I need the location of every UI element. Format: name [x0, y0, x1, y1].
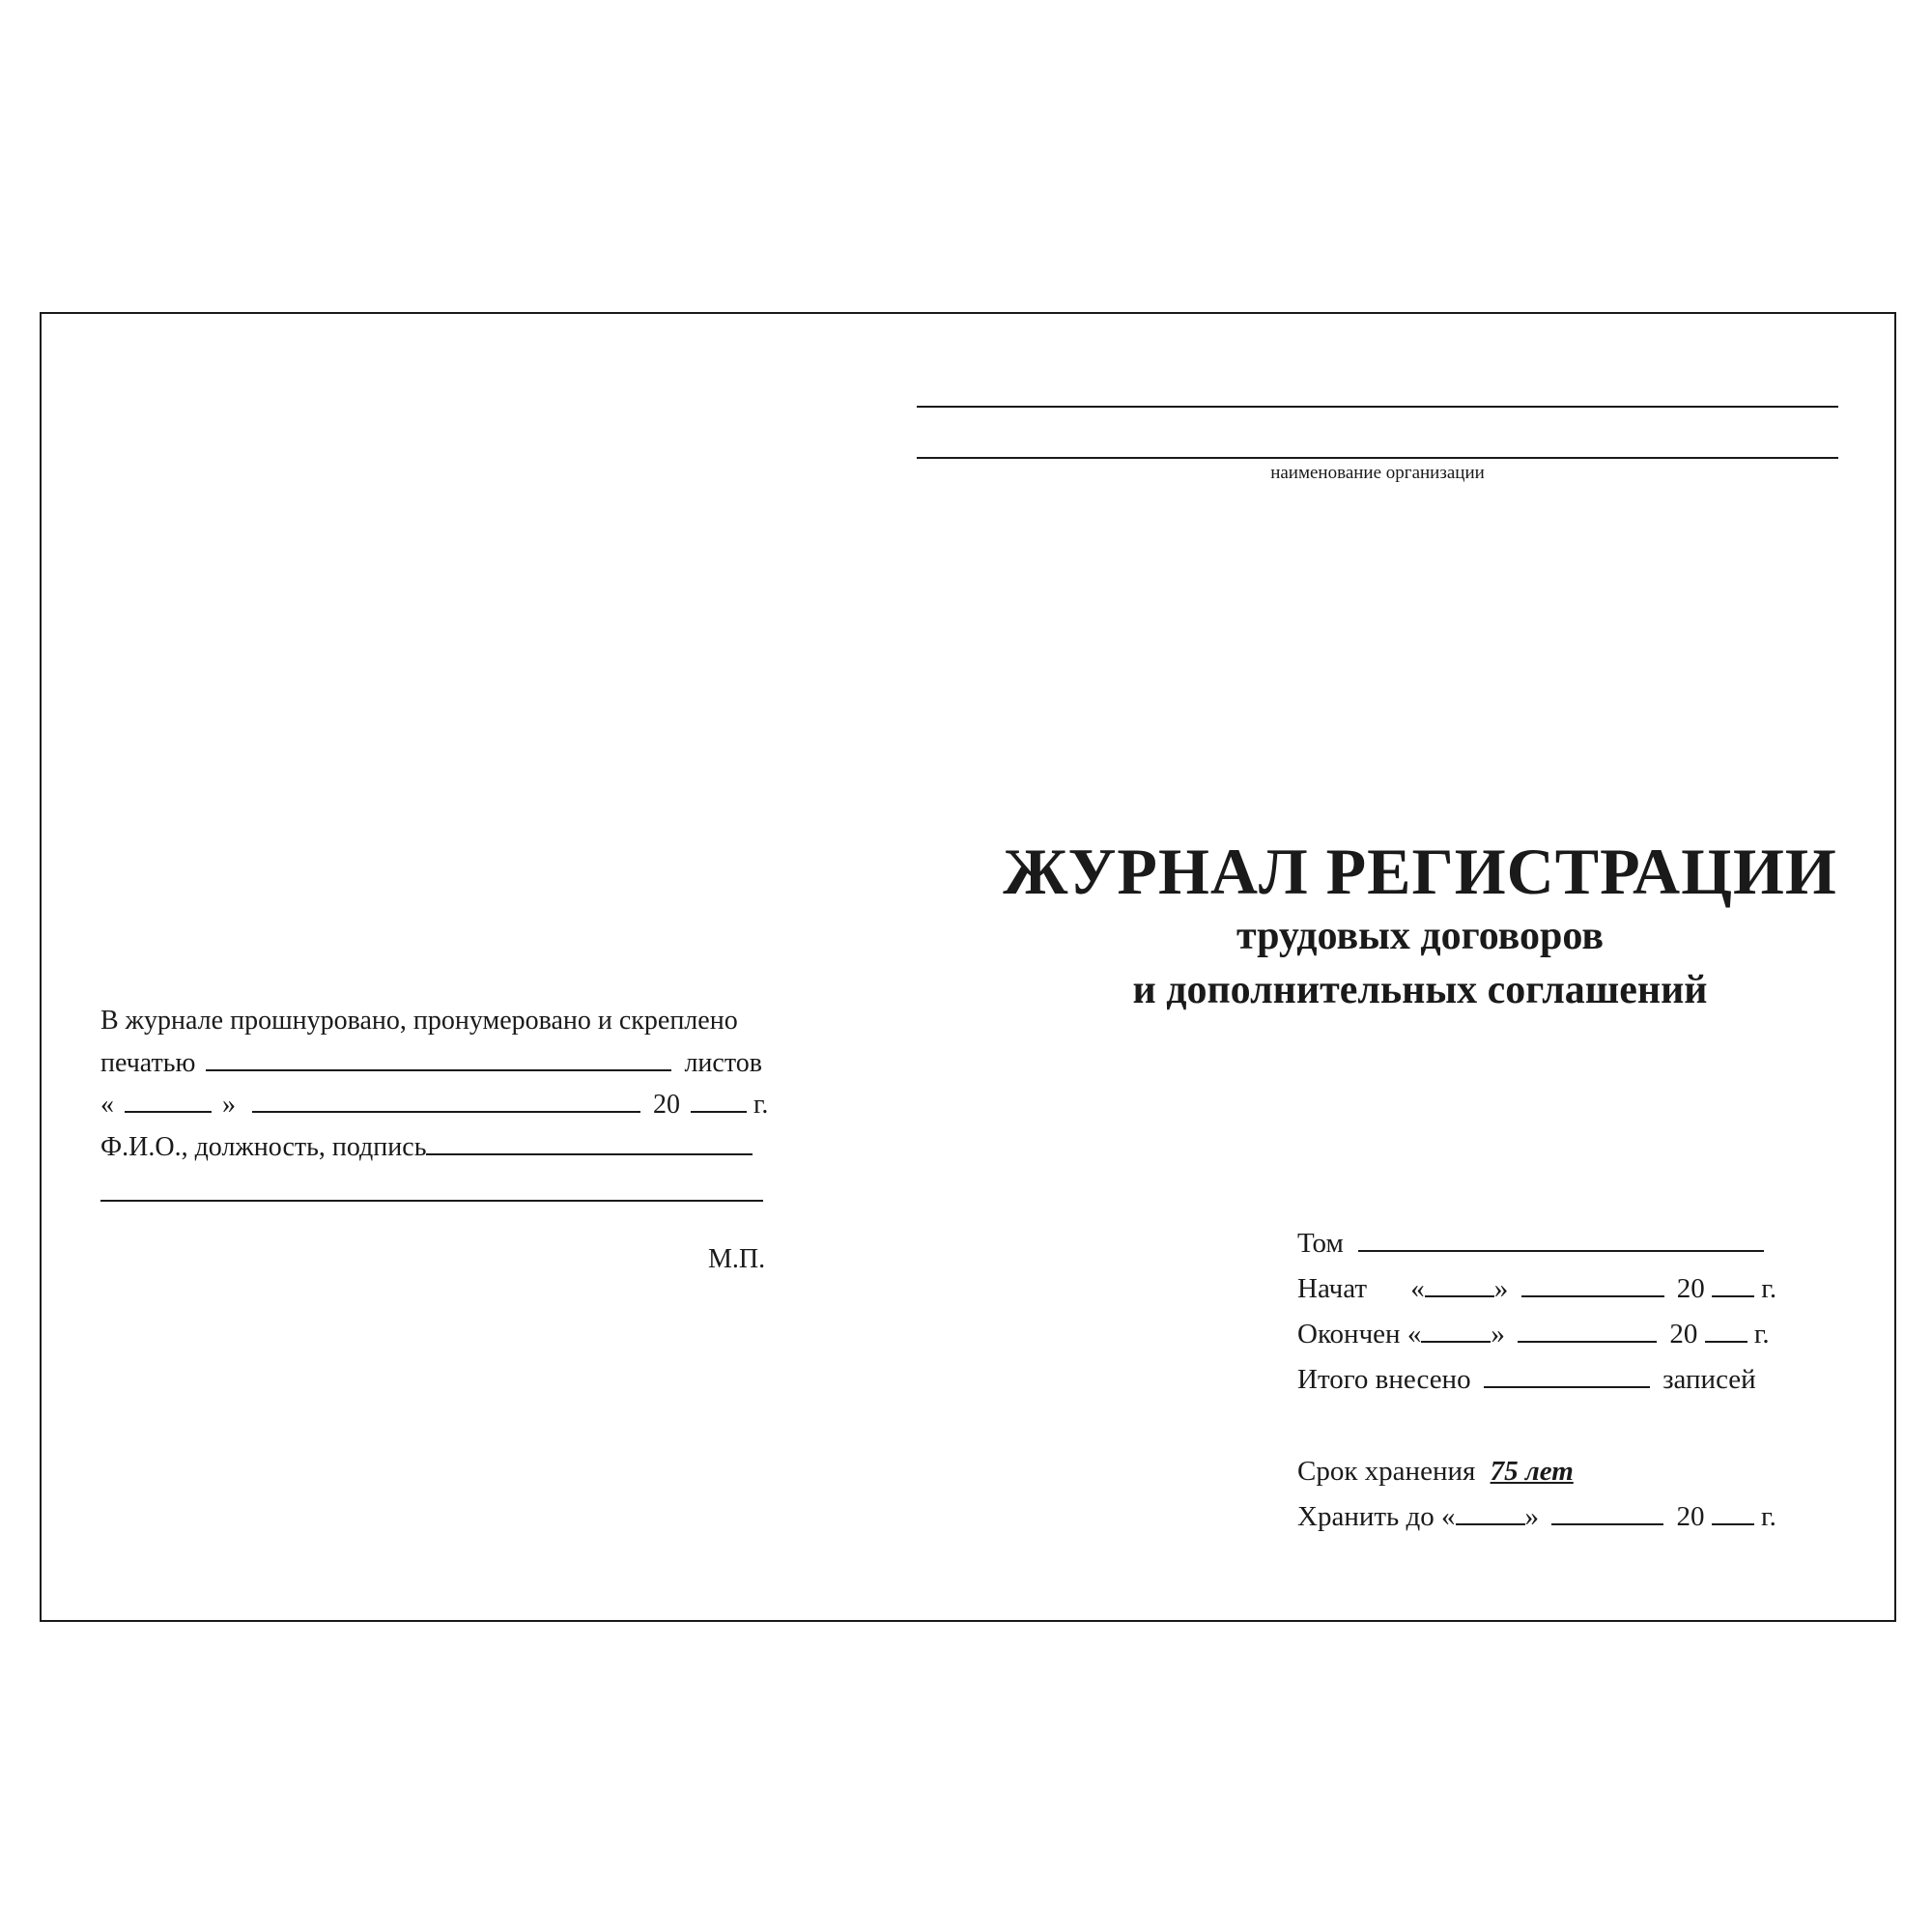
certification-line-1: В журнале прошнуровано, пронумеровано и скреплено: [100, 1006, 738, 1036]
started-day-field[interactable]: [1425, 1272, 1494, 1297]
certification-seal-row: [100, 1046, 762, 1080]
year-suffix: г.: [753, 1090, 769, 1120]
year-prefix: 20: [1669, 1319, 1698, 1350]
total-row: [1297, 1363, 1756, 1396]
total-records-field[interactable]: [1484, 1363, 1650, 1388]
year-suffix: г.: [1753, 1319, 1770, 1350]
journal-subtitle-2: и дополнительных соглашений: [1132, 968, 1708, 1012]
keep-until-month-field[interactable]: [1551, 1500, 1663, 1525]
fio-extra-line[interactable]: [100, 1200, 763, 1202]
started-label: Начат: [1297, 1273, 1368, 1304]
finished-day-field[interactable]: [1421, 1318, 1491, 1343]
started-year-field[interactable]: [1712, 1272, 1754, 1297]
quote-close: »: [1491, 1319, 1505, 1350]
keep-until-label: Хранить до: [1297, 1501, 1435, 1532]
quote-close: »: [1524, 1501, 1540, 1532]
records-label: записей: [1662, 1364, 1756, 1395]
quote-close: »: [222, 1090, 236, 1120]
org-name-line-1[interactable]: [917, 406, 1838, 408]
storage-value: 75 лет: [1490, 1456, 1574, 1487]
total-label: Итого внесено: [1297, 1364, 1471, 1395]
fio-label: Ф.И.О., должность, подпись: [100, 1132, 427, 1162]
certification-date-row: [100, 1088, 768, 1122]
cert-month-field[interactable]: [252, 1088, 640, 1113]
sheets-count-field[interactable]: [206, 1046, 671, 1071]
finished-year-field[interactable]: [1705, 1318, 1747, 1343]
quote-open: «: [1410, 1273, 1425, 1304]
started-month-field[interactable]: [1521, 1272, 1664, 1297]
storage-row: [1297, 1455, 1574, 1488]
journal-cover-spread: [40, 312, 1896, 1622]
org-name-line-2[interactable]: [917, 457, 1838, 459]
volume-row: [1297, 1227, 1764, 1260]
cert-year-field[interactable]: [691, 1088, 747, 1113]
seal-label: печатью: [100, 1048, 196, 1078]
stamp-place: М.П.: [708, 1244, 766, 1274]
year-suffix: г.: [1761, 1501, 1776, 1532]
finished-label: Окончен: [1297, 1319, 1401, 1350]
journal-subtitle-1: трудовых договоров: [1236, 914, 1605, 958]
journal-title: ЖУРНАЛ РЕГИСТРАЦИИ: [1003, 835, 1837, 908]
storage-label: Срок хранения: [1297, 1456, 1476, 1487]
quote-open: «: [1441, 1501, 1456, 1532]
fio-field[interactable]: [426, 1130, 753, 1155]
finished-month-field[interactable]: [1518, 1318, 1657, 1343]
started-row: [1297, 1272, 1776, 1305]
year-suffix: г.: [1761, 1273, 1777, 1304]
volume-field[interactable]: [1358, 1227, 1764, 1252]
quote-close: »: [1493, 1273, 1509, 1304]
finished-row: [1297, 1318, 1770, 1350]
year-prefix: 20: [1676, 1273, 1705, 1304]
certification-fio-row: [100, 1130, 753, 1164]
volume-label: Том: [1297, 1228, 1344, 1259]
year-prefix: 20: [1676, 1501, 1705, 1532]
cert-day-field[interactable]: [125, 1088, 212, 1113]
keep-until-year-field[interactable]: [1712, 1500, 1754, 1525]
org-name-caption: наименование организации: [1270, 463, 1485, 483]
year-prefix: 20: [653, 1090, 680, 1120]
quote-open: «: [100, 1090, 114, 1120]
keep-until-row: [1297, 1500, 1776, 1533]
quote-open: «: [1406, 1319, 1422, 1350]
sheets-label: листов: [684, 1048, 762, 1078]
keep-until-day-field[interactable]: [1456, 1500, 1525, 1525]
